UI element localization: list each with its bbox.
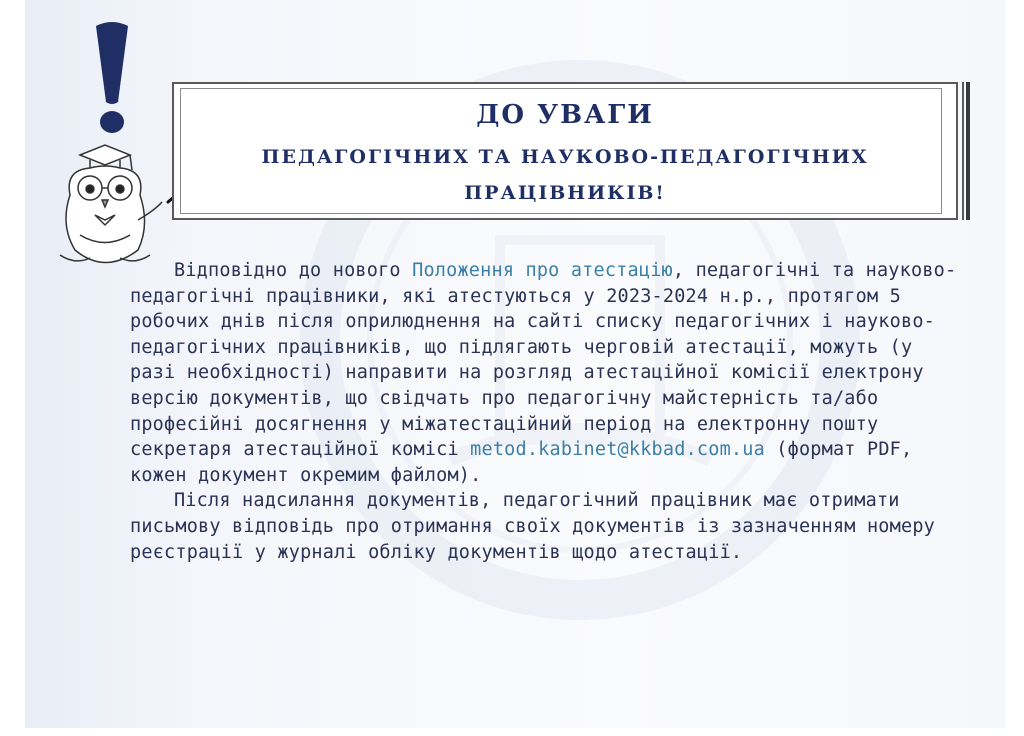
header-frame-edge <box>962 82 970 220</box>
header-subtitle-line2: ПРАЦІВНИКІВ! <box>464 182 666 204</box>
paragraph-1-end: (формат PDF, кожен документ окремим файлом). <box>130 439 913 486</box>
paragraph-2-text: Після надсилання документів, педагогічний працівник має отримати письмову відповідь про отримання своїх документів із зазначенням номеру реєстрації у журналі обліку документів щодо атестації. <box>130 490 935 563</box>
paragraph-2 <box>130 488 960 565</box>
exclamation-icon <box>88 20 136 135</box>
paragraph-1-main: , педагогічні та науково-педагогічні працівники, які атестуються у 2023-2024 н.р., протягом 5 робочих днів після оприлюднення на сайті списку педагогічних і науково-педагогічних працівників, що підлягають черговій атестації, можуть (у разі необхідності) направити на розгляд атестаційної комісії електрону версію документів, що свідчать про педагогічну майстерність та/або професійні досягнення у міжатестаційний період на електронну пошту секретаря атестаційної комісі <box>130 260 957 461</box>
paragraph-1 <box>130 258 960 488</box>
header-subtitle-line1: ПЕДАГОГІЧНИХ ТА НАУКОВО-ПЕДАГОГІЧНИХ <box>261 146 869 168</box>
header-frame <box>172 82 958 220</box>
regulation-link[interactable]: Положення про атестацію <box>412 260 673 281</box>
paragraph-1-intro: Відповідно до нового <box>174 260 413 281</box>
announcement-body <box>130 258 960 565</box>
email-link[interactable]: metod.kabinet@kkbad.com.ua <box>470 439 765 461</box>
header-title: ДО УВАГИ <box>476 100 654 130</box>
